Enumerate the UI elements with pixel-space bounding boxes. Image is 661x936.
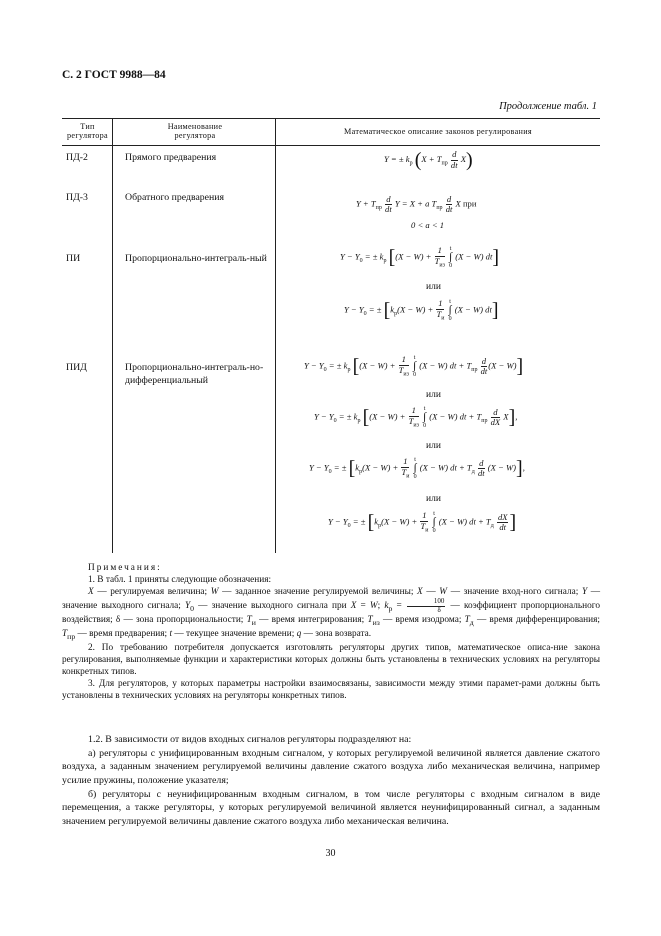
table-top-rule — [62, 118, 600, 119]
notes-heading: Примечания: — [88, 563, 162, 573]
note-1-definitions: X — регулируемая величина; W — заданное значение регулируемой величины; X — W — значение вход-ного сигнала; Y — значение выходного сигнала; $Y_0$ — значение выходного сигнала при X = W; $k_р$ = $\frac{100}{\delta}$ — коэффициент пропорционального воздействия; δ — зона пропорциональности; $T_и$ — время интегрирования; $T_{из}$ — время изодрома; $T_д$ — время дифференцирования; $T_{пр}$ — время предварения; t — текущее значение времени; q — зона возврата. — [62, 587, 601, 641]
formula-pid-1: $Y - Y_0$ = ± $k_р$ [(X − W) + $\frac{1}{T_{из}}$ t ∫ 0 (X − W) dt + $T_{пр}$ $\frac{d}{dt}$ (X − W)] — [304, 354, 524, 378]
table-col-divider-2 — [275, 118, 276, 553]
pd3-suffix: при — [462, 198, 477, 209]
row-type-pd3: ПД-3 — [66, 192, 88, 203]
or-label: или — [426, 441, 441, 451]
row-type-pid: ПИД — [66, 362, 87, 373]
note-3: 3. Для регуляторов, у которых параметры настройки взаимосвязаны, зависимости между этими парамет-рами должны быть установлены в технических условиях на регуляторы конкретных типов. — [62, 679, 600, 702]
formula-pi-2: $Y - Y_0$ = ± [$k_р(X - W)$ + $\frac{1}{T_и}$ t ∫ 0 (X − W) dt] — [344, 298, 499, 322]
table-notes — [62, 562, 600, 702]
note-2: 2. По требованию потребителя допускается изготовлять регуляторы других типов, математическое описа-ние закона регулирования, выполняемые функции и характеристики которых должны быть установлены в технических условиях на регуляторы конкретных типов. — [62, 642, 600, 678]
formula-pd3: $Y + T_{пр}$ $\frac{d}{dt}$ Y = X + a $T_{пр}$ $\frac{d}{dt}$ X при — [356, 194, 477, 215]
paragraph-1-2: 1.2. В зависимости от видов входных сигналов регуляторы подразделяют на: — [88, 734, 412, 745]
formula-pi-1: $Y - Y_0$ = ± $k_р$ [(X − W) + $\frac{1}{T_{из}}$ t ∫ 0 (X − W) dt] — [340, 245, 500, 269]
row-type-pi: ПИ — [66, 253, 81, 264]
table-header-rule — [62, 145, 600, 146]
table-col-divider-1 — [112, 118, 113, 553]
row-name-pi: Пропорционально-интеграль-ный — [125, 253, 267, 264]
or-label: или — [426, 494, 441, 504]
column-header-name: Наименование регулятора — [167, 122, 223, 141]
formula-pid-3: $Y - Y_0$ = ± [$k_р(X - W)$ + $\frac{1}{T_и}$ t ∫ 0 (X − W) dt + $T_д$ $\frac{d}{dt}$ (X − W)], — [309, 456, 525, 480]
formula-pd2: Y = ± $k_р$ ($X + T_{пр}$ $\frac{d}{dt}$ X) — [384, 149, 473, 171]
row-name-pd2: Прямого предварения — [125, 152, 217, 163]
section-1-2 — [62, 733, 600, 829]
column-header-type: Тип регулятора — [67, 122, 108, 141]
page-title: С. 2 ГОСТ 9988—84 — [62, 69, 166, 81]
row-name-pd3: Обратного предварения — [125, 192, 225, 203]
table-continuation-label: Продолжение табл. 1 — [499, 101, 597, 112]
formula-pid-2: $Y - Y_0$ = ± $k_р$ [(X − W) + $\frac{1}{T_{из}}$ t ∫ 0 (X − W) dt + $T_{пр}$ $\frac{d}{dX}$ X], — [314, 405, 518, 429]
row-type-pd2: ПД-2 — [66, 152, 88, 163]
paragraph-b: б) регуляторы с неунифицированным входным сигналом, в том числе регуляторы с входным сигналом в виде перемещения, а также регуляторы, у которых регулируемой величиной является неунифицированный сигнал, а заданным значением регулируемой величины давление сжатого воздуха либо механическая величина. — [62, 788, 600, 827]
note-1-intro: 1. В табл. 1 приняты следующие обозначения: — [88, 575, 272, 586]
formula-pd3-condition: 0 < a < 1 — [411, 220, 445, 230]
formula-pid-4: $Y - Y_0$ = ± [$k_р(X - W)$ + $\frac{1}{T_и}$ t ∫ 0 (X − W) dt + $T_д$ $\frac{dX}{dt}$ ] — [328, 510, 517, 534]
paragraph-a: а) регуляторы с унифицированным входным сигналом, у которых регулируемой величиной является давление сжатого воздуха, а заданным значением регулируемой величины давление сжатого воздуха либо механическая величина, например усилие пружины, положение указателя; — [62, 747, 600, 786]
row-name-pid: Пропорционально-интеграль-но-дифференциальный — [125, 362, 264, 386]
column-header-description: Математическое описание законов регулирования — [344, 127, 532, 136]
or-label: или — [426, 390, 441, 400]
or-label: или — [426, 282, 441, 292]
page-number: 30 — [325, 848, 336, 859]
